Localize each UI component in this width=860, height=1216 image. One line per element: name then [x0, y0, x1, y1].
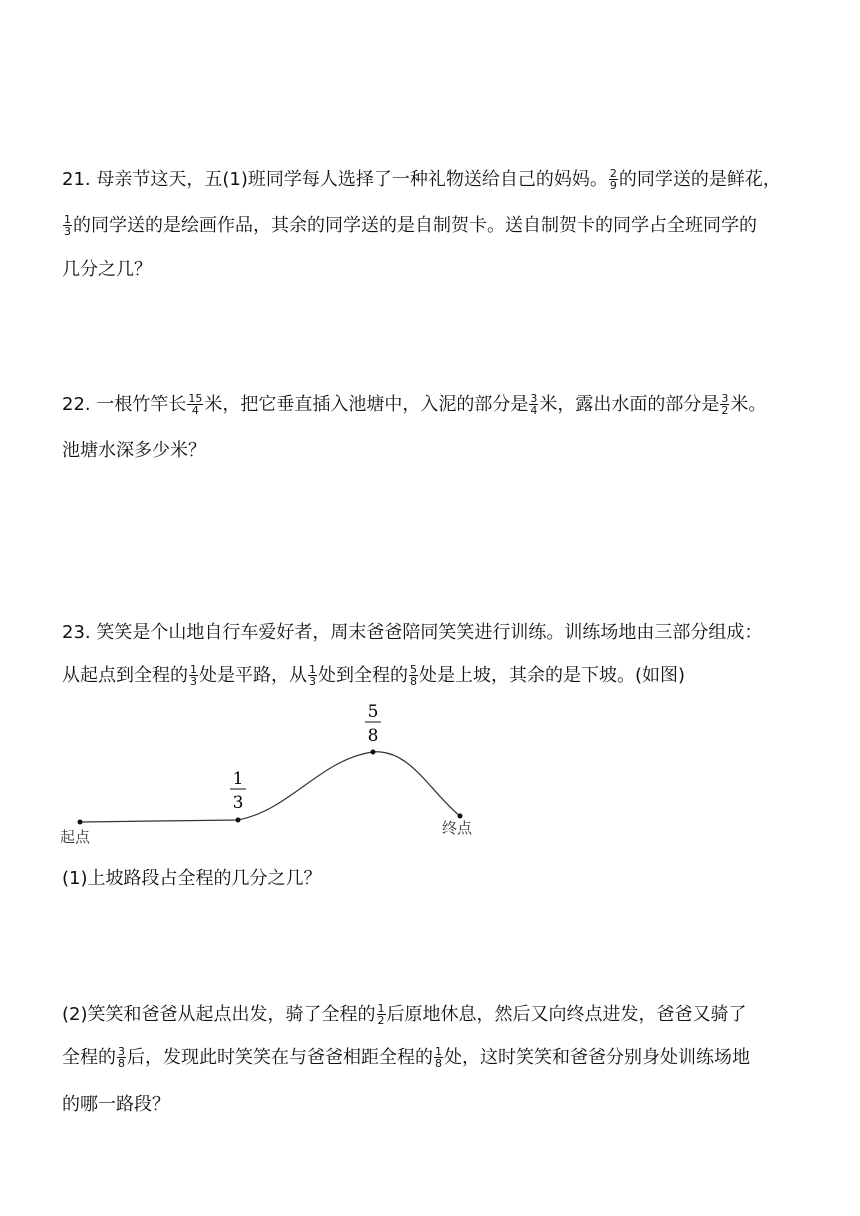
fraction: $\frac{1}{2}$	[377, 1001, 385, 1027]
q23-part2-line1: (2)笑笑和爸爸从起点出发，骑了全程的 $\frac{1}{2}$ 后原地休息，然后又向终点进发，爸爸又骑了	[62, 1001, 747, 1027]
mark1-label	[230, 769, 246, 813]
q21-line2: $\frac{1}{3}$ 的同学送的是绘画作品，其余的同学送的是自制贺卡。送自制贺卡的同学占全班同学的	[64, 212, 757, 238]
end-point	[458, 814, 463, 819]
svg-text:1: 1	[232, 769, 244, 789]
mark1-point	[236, 818, 241, 823]
fraction: $\frac{3}{2}$	[721, 391, 729, 417]
fraction: $\frac{3}{8}$	[118, 1044, 125, 1070]
q22-line2: 池塘水深多少米？	[62, 440, 206, 461]
q23-line1: 23. 笑笑是个山地自行车爱好者，周末爸爸陪同笑笑进行训练。训练场地由三部分组成：	[62, 622, 763, 643]
track-path	[80, 752, 460, 822]
mark2-point	[371, 750, 376, 755]
q23-part2-line3: 的哪一路段？	[62, 1094, 170, 1115]
q22-line1: 22. 一根竹竿长 $\frac{15}{4}$ 米，把它垂直插入池塘中，入泥的部分是 $\frac{3}{4}$ 米，露出水面的部分是 $\frac{3}{2}$ 米。	[62, 391, 767, 417]
track-diagram	[50, 700, 510, 850]
fraction: $\frac{1}{3}$	[190, 662, 197, 688]
fraction: $\frac{2}{9}$	[609, 166, 617, 192]
fraction: $\frac{15}{4}$	[188, 391, 203, 417]
svg-text:8: 8	[367, 726, 379, 746]
q23-line2: 从起点到全程的 $\frac{1}{3}$ 处是平路，从 $\frac{1}{3}$ 处到全程的 $\frac{5}{8}$ 处是上坡，其余的是下坡。(如图)	[62, 662, 686, 688]
q21-line1: 21. 母亲节这天，五(1)班同学每人选择了一种礼物送给自己的妈妈。 $\frac{2}{9}$ 的同学送的是鲜花，	[62, 166, 781, 192]
fraction: $\frac{1}{3}$	[309, 662, 316, 688]
start-label: 起点	[60, 828, 91, 846]
start-point	[78, 820, 83, 825]
fraction: $\frac{1}{3}$	[64, 212, 71, 238]
end-label: 终点	[442, 819, 473, 837]
fraction: $\frac{3}{4}$	[530, 391, 538, 417]
q23-part2-line2: 全程的 $\frac{3}{8}$ 后，发现此时笑笑在与爸爸相距全程的 $\frac{1}{8}$ 处，这时笑笑和爸爸分别身处训练场地	[62, 1044, 750, 1070]
q23-part1: (1)上坡路段占全程的几分之几？	[62, 868, 322, 889]
mark2-label	[365, 702, 381, 746]
fraction: $\frac{1}{8}$	[435, 1044, 442, 1070]
q21-line3: 几分之几？	[62, 259, 152, 280]
fraction: $\frac{5}{8}$	[410, 662, 417, 688]
svg-text:5: 5	[367, 702, 379, 722]
svg-text:3: 3	[232, 793, 244, 813]
